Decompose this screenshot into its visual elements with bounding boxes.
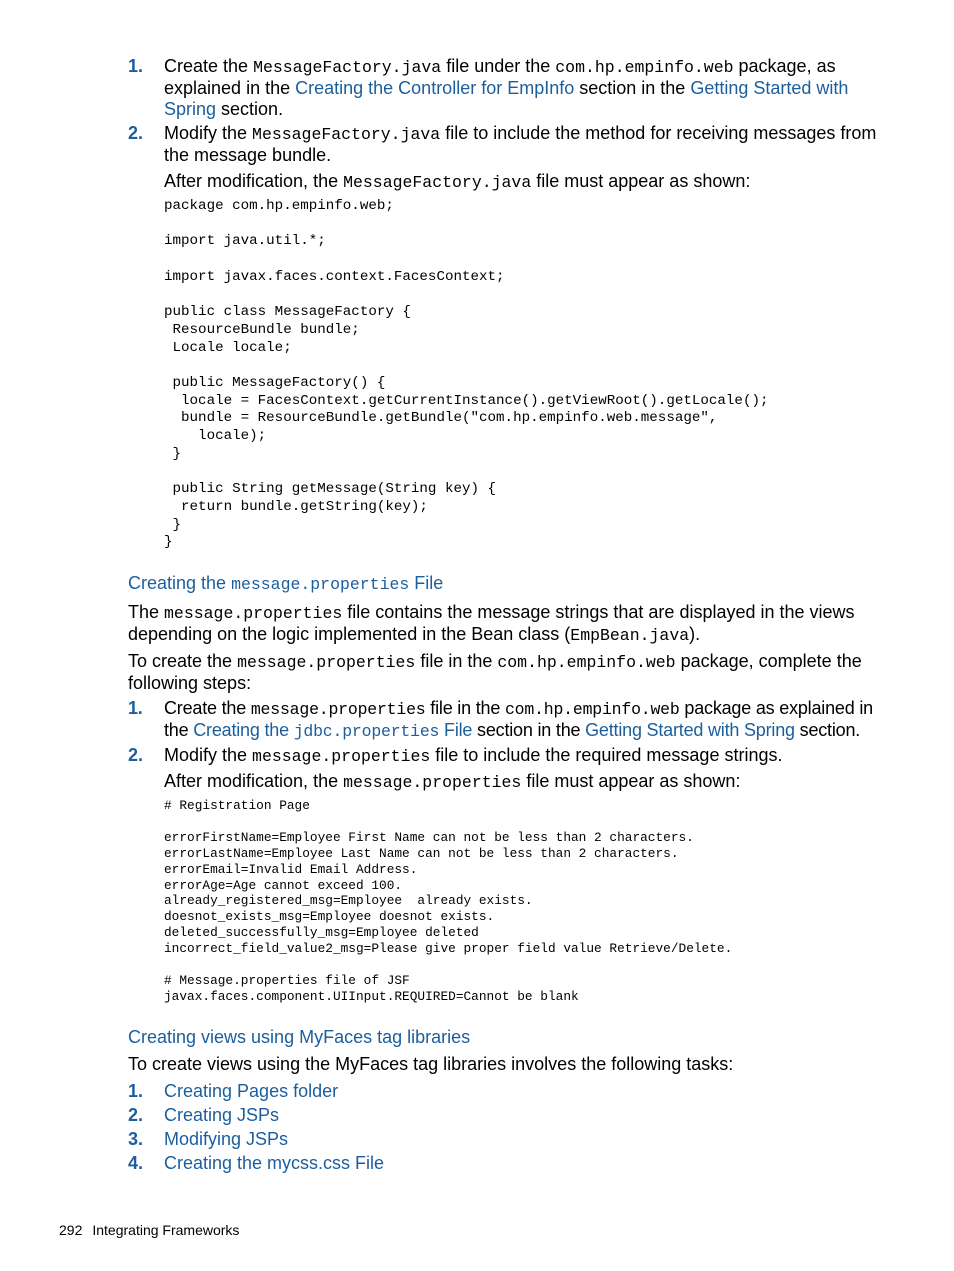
step-number: 1. xyxy=(128,56,144,76)
link-creating-pages-folder[interactable]: Creating Pages folder xyxy=(164,1081,339,1101)
section-heading-message-properties: Creating the message.properties File xyxy=(128,573,444,594)
chapter-title: Integrating Frameworks xyxy=(92,1222,240,1238)
task-list-myfaces xyxy=(128,1081,878,1177)
task-number: 4. xyxy=(128,1153,144,1173)
link-getting-started-spring[interactable]: Getting Started with Spring xyxy=(164,78,849,119)
step-number: 1. xyxy=(128,698,143,718)
page-footer xyxy=(59,1222,239,1238)
step-modify-message-properties: 2. Modify the message.properties file to include the required message strings. xyxy=(128,745,783,766)
task-item xyxy=(128,1129,878,1153)
task-item xyxy=(128,1081,878,1105)
task-number: 1. xyxy=(128,1081,144,1101)
after-modification-note: After modification, the MessageFactory.java file must appear as shown: xyxy=(164,171,751,192)
after-modification-note-2: After modification, the message.properties file must appear as shown: xyxy=(164,771,741,792)
page-number: 292 xyxy=(59,1222,83,1238)
code-block-message-properties: # Registration Page errorFirstName=Employee First Name can not be less than 2 characters. errorLastName=Employee Last Name can not be less than 2 characters. errorEmail=Invalid Email Address. errorAge=Age cannot exceed 100. already_registered_msg=Employee already exists. doesnot_exists_msg=Employee doesnot exists. deleted_successfully_msg=Employee deleted incorrect_field_value2_msg=Please give proper field value Retrieve/Delete. # Message.properties file of JSF javax.faces.component.UIInput.REQUIRED=Cannot be blank xyxy=(164,798,733,1004)
paragraph-create-steps-intro: To create the message.properties file in the com.hp.empinfo.web package, complete the following steps: xyxy=(128,651,862,693)
step-list-message-properties xyxy=(128,698,878,767)
task-item xyxy=(128,1105,878,1129)
link-creating-controller[interactable]: Creating the Controller for EmpInfo xyxy=(295,78,575,98)
link-creating-jsps[interactable]: Creating JSPs xyxy=(164,1105,280,1125)
task-number: 3. xyxy=(128,1129,144,1149)
task-item xyxy=(128,1153,878,1177)
task-number: 2. xyxy=(128,1105,144,1125)
step-create-message-properties: 1. Create the message.properties file in the com.hp.empinfo.web package as explained in the Creating the jdbc.properties File section in the Getting Started with Spring section. xyxy=(128,698,873,741)
step-number: 2. xyxy=(128,745,144,765)
paragraph-myfaces-intro: To create views using the MyFaces tag libraries involves the following tasks: xyxy=(128,1054,734,1074)
section-heading-myfaces-views: Creating views using MyFaces tag libraries xyxy=(128,1027,471,1047)
link-modifying-jsps[interactable]: Modifying JSPs xyxy=(164,1129,289,1149)
code-block-messagefactory: package com.hp.empinfo.web; import java.util.*; import javax.faces.context.FacesContext; public class MessageFactory { ResourceBundle bundle; Locale locale; public MessageFactory() { locale = FacesContext.getCurrentInstance().getViewRoot().getLocale(); bundle = ResourceBundle.getBundle("com.hp.empinfo.web.message", locale); } public String getMessage(String key) { return bundle.getString(key); } } xyxy=(164,198,769,551)
step-list-messagefactory xyxy=(128,56,878,166)
step-modify-messagefactory: 2. Modify the MessageFactory.java file to include the method for receiving messages from the message bundle. xyxy=(128,123,877,165)
step-create-messagefactory: 1. Create the MessageFactory.java file under the com.hp.empinfo.web package, as explained in the Creating the Controller for EmpInfo section in the Getting Started with Spring section. xyxy=(128,56,849,119)
paragraph-message-properties-intro: The message.properties file contains the message strings that are displayed in the views depending on the logic implemented in the Bean class (EmpBean.java). xyxy=(128,602,855,645)
step-number: 2. xyxy=(128,123,144,143)
link-creating-mycss-file[interactable]: Creating the mycss.css File xyxy=(164,1153,385,1173)
link-getting-started-spring-2[interactable]: Getting Started with Spring xyxy=(585,720,795,740)
link-creating-jdbc-properties[interactable]: Creating the jdbc.properties File xyxy=(193,720,473,741)
